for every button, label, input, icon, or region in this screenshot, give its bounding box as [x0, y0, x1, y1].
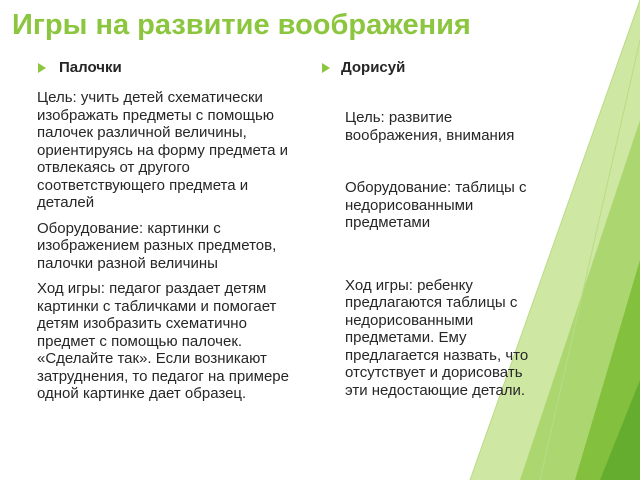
left-equipment-text: Оборудование: картинки с изображением разных предметов, палочки разной величины: [37, 219, 277, 272]
right-goal-text: Цель: развитие воображения, внимания: [345, 109, 515, 144]
left-heading-text: Палочки: [59, 59, 122, 76]
right-equipment-text: Оборудование: таблицы с недорисованными предметами: [345, 179, 527, 231]
slide-title: Игры на развитие воображения: [12, 9, 471, 41]
triangle-bullet-icon: [38, 63, 46, 73]
left-column: [37, 58, 305, 411]
left-procedure-text: Ход игры: педагог раздает детям картинки с табличками и помогает детям изобразить схематично предмет с помощью палочек. «Сделайте так». Если возникают затруднения, то педагог на примере одной картинке дает образец.: [37, 280, 289, 402]
right-column: [341, 58, 535, 399]
left-heading: [37, 58, 305, 78]
right-procedure-text: Ход игры: ребенку предлагаются таблицы с недорисованными предметами. Ему предлагается назвать, что отсутствует и дорисовать эти недостающие детали.: [345, 276, 529, 399]
left-goal-text: Цель: учить детей схематически изображать предметы с помощью палочек различной величины, ориентируясь на форму предмета и отвлекаясь от другого соответствующего предмета и деталей: [37, 89, 288, 211]
right-heading-text: Дорисуй: [341, 59, 406, 76]
right-heading: [319, 58, 535, 78]
triangle-bullet-icon: [322, 63, 330, 73]
